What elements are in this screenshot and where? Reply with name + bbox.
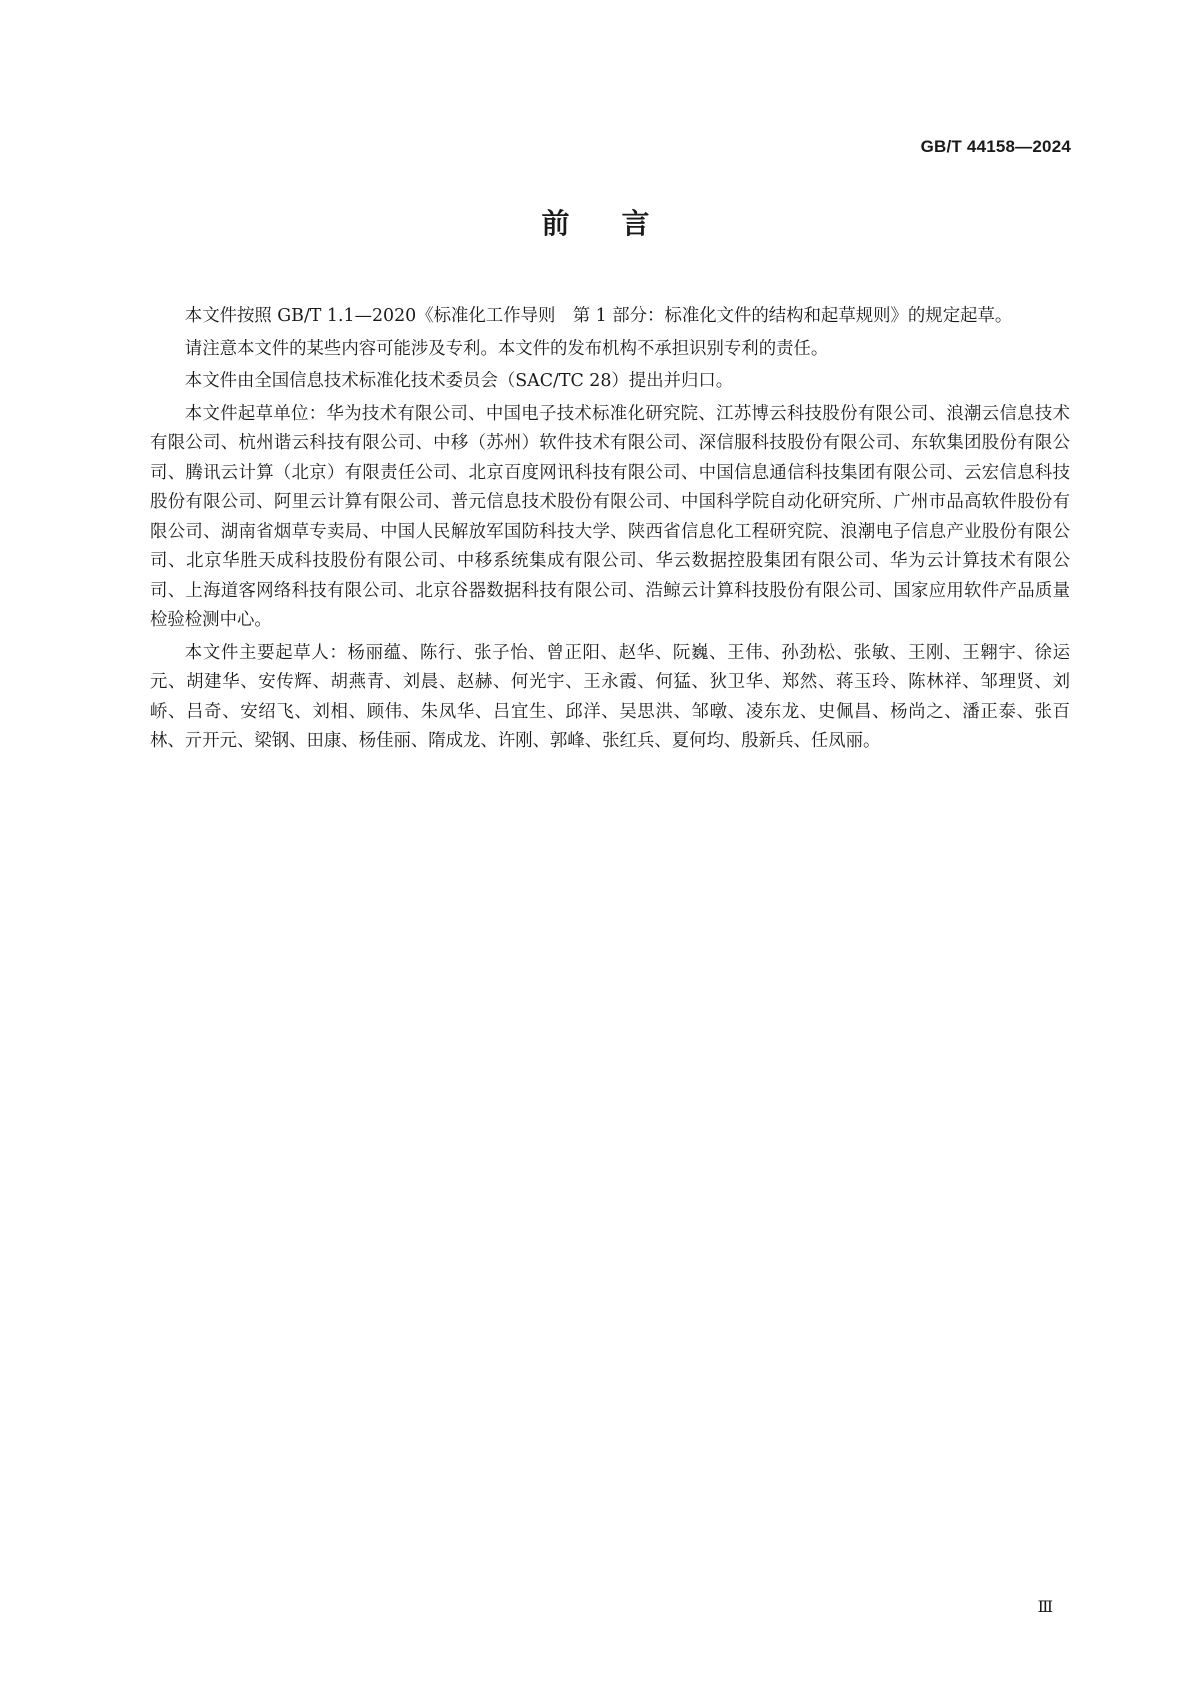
page-title: 前言 (541, 207, 702, 240)
paragraph-drafting-rules: 本文件按照 GB/T 1.1—2020《标准化工作导则 第 1 部分：标准化文件的结构和起草规则》的规定起草。 (184, 306, 1013, 326)
standard-number: GB/T 44158—2024 (920, 137, 1071, 156)
paragraph-drafting-units: 本文件起草单位：华为技术有限公司、中国电子技术标准化研究院、江苏博云科技股份有限公司、浪潮云信息技术有限公司、杭州谐云科技有限公司、中移（苏州）软件技术有限公司、深信服科技股份有限公司、东软集团股份有限公司、腾讯云计算（北京）有限责任公司、北京百度网讯科技有限公司、中国信息通信科技集团有限公司、云宏信息科技股份有限公司、阿里云计算有限公司、普元信息技术股份有限公司、中国科学院自动化研究所、广州市品高软件股份有限公司、湖南省烟草专卖局、中国人民解放军国防科技大学、陕西省信息化工程研究院、浪潮电子信息产业股份有限公司、北京华胜天成科技股份有限公司、中移系统集成有限公司、华云数据控股集团有限公司、华为云计算技术有限公司、上海道客网络科技有限公司、北京谷器数据科技有限公司、浩鲸云计算科技股份有限公司、国家应用软件产品质量检验检测中心。 (150, 403, 1070, 630)
paragraph-patent-notice: 请注意本文件的某些内容可能涉及专利。本文件的发布机构不承担识别专利的责任。 (184, 338, 829, 359)
paragraph-proposer: 本文件由全国信息技术标准化技术委员会（SAC/TC 28）提出并归口。 (184, 371, 734, 391)
paragraph-drafters: 本文件主要起草人：杨丽蕴、陈行、张子怡、曾正阳、赵华、阮巍、王伟、孙劲松、张敏、王刚、王翱宇、徐运元、胡建华、安传辉、胡燕青、刘晨、赵赫、何光宇、王永霞、何猛、狄卫华、郑然、蒋玉玲、陈林祥、邹理贤、刘峤、吕奇、安绍飞、刘相、顾伟、朱凤华、吕宜生、邱洋、吴思洪、邹暾、凌东龙、史佩昌、杨尚之、潘正泰、张百林、亓开元、梁钢、田康、杨佳丽、隋成龙、许刚、郭峰、张红兵、夏何均、殷新兵、任凤丽。 (150, 642, 1070, 751)
page-number: Ⅲ (1037, 1597, 1053, 1616)
foreword-body (150, 302, 1070, 760)
